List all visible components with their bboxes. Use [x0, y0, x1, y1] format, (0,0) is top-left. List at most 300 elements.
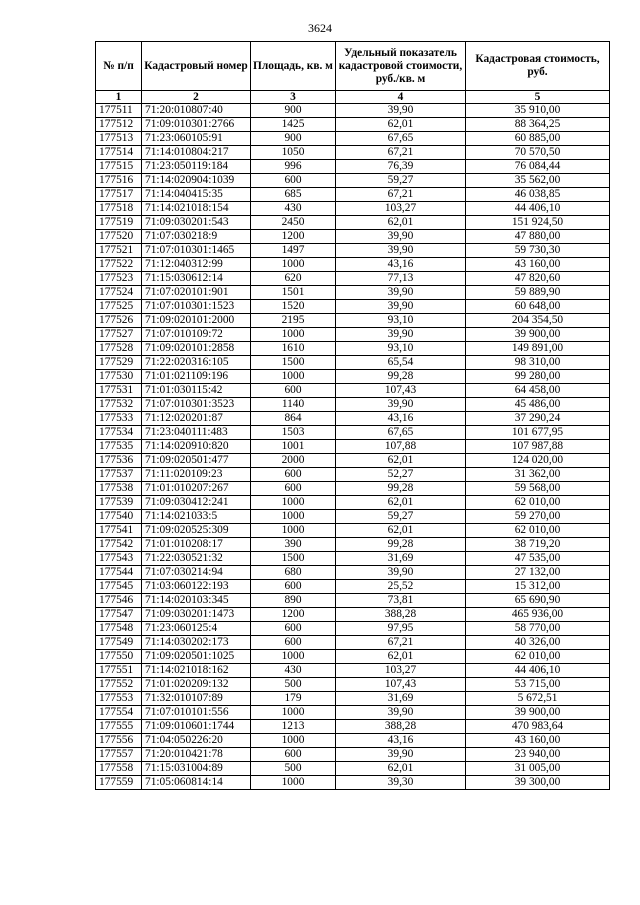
cadastral-number-cell: 71:09:030201:543	[142, 216, 251, 230]
unit-value-cell: 93,10	[336, 314, 466, 328]
area-cell: 900	[251, 132, 336, 146]
cadastral-number-cell: 71:23:050119:184	[142, 160, 251, 174]
table-row	[96, 426, 610, 440]
cadastral-number-cell: 71:05:060814:14	[142, 776, 251, 790]
area-cell: 600	[251, 468, 336, 482]
cadastral-number-cell: 71:09:010601:1744	[142, 720, 251, 734]
cadastral-number-cell: 71:22:030521:32	[142, 552, 251, 566]
unit-value-cell: 39,90	[336, 230, 466, 244]
unit-value-cell: 62,01	[336, 762, 466, 776]
unit-value-cell: 67,21	[336, 146, 466, 160]
unit-value-cell: 39,90	[336, 748, 466, 762]
cadastral-number-cell: 71:09:020101:2858	[142, 342, 251, 356]
unit-value-cell: 52,27	[336, 468, 466, 482]
cadastral-number-cell: 71:14:021018:162	[142, 664, 251, 678]
area-cell: 890	[251, 594, 336, 608]
unit-value-cell: 107,88	[336, 440, 466, 454]
area-cell: 2195	[251, 314, 336, 328]
cadastral-value-cell: 58 770,00	[466, 622, 610, 636]
area-cell: 1000	[251, 706, 336, 720]
cadastral-number-cell: 71:01:030115:42	[142, 384, 251, 398]
area-cell: 430	[251, 664, 336, 678]
table-row	[96, 342, 610, 356]
column-number: 4	[336, 91, 466, 104]
row-number-cell: 177554	[96, 706, 142, 720]
cadastral-number-cell: 71:07:020101:901	[142, 286, 251, 300]
area-cell: 1213	[251, 720, 336, 734]
cadastral-number-cell: 71:01:010207:267	[142, 482, 251, 496]
table-row	[96, 706, 610, 720]
table-row	[96, 216, 610, 230]
cadastral-number-cell: 71:15:030612:14	[142, 272, 251, 286]
row-number-cell: 177547	[96, 608, 142, 622]
area-cell: 600	[251, 748, 336, 762]
row-number-cell: 177546	[96, 594, 142, 608]
area-cell: 500	[251, 678, 336, 692]
row-number-cell: 177516	[96, 174, 142, 188]
unit-value-cell: 39,90	[336, 398, 466, 412]
area-cell: 2000	[251, 454, 336, 468]
cadastral-number-cell: 71:20:010421:78	[142, 748, 251, 762]
row-number-cell: 177535	[96, 440, 142, 454]
row-number-cell: 177518	[96, 202, 142, 216]
row-number-cell: 177527	[96, 328, 142, 342]
cadastral-number-cell: 71:09:020501:477	[142, 454, 251, 468]
table-row	[96, 118, 610, 132]
table-row	[96, 734, 610, 748]
area-cell: 1000	[251, 510, 336, 524]
row-number-cell: 177553	[96, 692, 142, 706]
table-row	[96, 202, 610, 216]
row-number-cell: 177543	[96, 552, 142, 566]
row-number-cell: 177549	[96, 636, 142, 650]
table-row	[96, 664, 610, 678]
row-number-cell: 177511	[96, 104, 142, 118]
cadastral-value-cell: 149 891,00	[466, 342, 610, 356]
table-row	[96, 384, 610, 398]
cadastral-value-cell: 62 010,00	[466, 524, 610, 538]
unit-value-cell: 67,65	[336, 132, 466, 146]
column-number: 2	[142, 91, 251, 104]
area-cell: 1200	[251, 230, 336, 244]
cadastral-value-cell: 62 010,00	[466, 496, 610, 510]
unit-value-cell: 31,69	[336, 692, 466, 706]
header-cadastral-number: Кадастровый номер	[142, 42, 251, 91]
unit-value-cell: 99,28	[336, 482, 466, 496]
cadastral-value-cell: 60 648,00	[466, 300, 610, 314]
area-cell: 600	[251, 174, 336, 188]
area-cell: 1610	[251, 342, 336, 356]
area-cell: 864	[251, 412, 336, 426]
table-row	[96, 636, 610, 650]
unit-value-cell: 43,16	[336, 258, 466, 272]
cadastral-value-cell: 465 936,00	[466, 608, 610, 622]
unit-value-cell: 59,27	[336, 510, 466, 524]
cadastral-number-cell: 71:01:021109:196	[142, 370, 251, 384]
unit-value-cell: 103,27	[336, 664, 466, 678]
cadastral-value-cell: 62 010,00	[466, 650, 610, 664]
area-cell: 1497	[251, 244, 336, 258]
unit-value-cell: 62,01	[336, 454, 466, 468]
row-number-cell: 177533	[96, 412, 142, 426]
cadastral-number-cell: 71:09:020101:2000	[142, 314, 251, 328]
table-row	[96, 300, 610, 314]
cadastral-number-cell: 71:09:020501:1025	[142, 650, 251, 664]
table-row	[96, 482, 610, 496]
cadastral-value-cell: 59 730,30	[466, 244, 610, 258]
row-number-cell: 177539	[96, 496, 142, 510]
area-cell: 1000	[251, 496, 336, 510]
table-row	[96, 286, 610, 300]
cadastral-number-cell: 71:09:010301:2766	[142, 118, 251, 132]
area-cell: 1000	[251, 650, 336, 664]
row-number-cell: 177529	[96, 356, 142, 370]
table-row	[96, 412, 610, 426]
table-row	[96, 594, 610, 608]
cadastral-number-cell: 71:14:010804:217	[142, 146, 251, 160]
area-cell: 1501	[251, 286, 336, 300]
table-row	[96, 524, 610, 538]
row-number-cell: 177545	[96, 580, 142, 594]
cadastral-value-cell: 124 020,00	[466, 454, 610, 468]
header-row-number: № п/п	[96, 42, 142, 91]
cadastral-number-cell: 71:14:030202:173	[142, 636, 251, 650]
row-number-cell: 177526	[96, 314, 142, 328]
row-number-cell: 177552	[96, 678, 142, 692]
cadastral-value-cell: 44 406,10	[466, 664, 610, 678]
cadastral-value-cell: 40 326,00	[466, 636, 610, 650]
unit-value-cell: 62,01	[336, 118, 466, 132]
table-row	[96, 188, 610, 202]
unit-value-cell: 73,81	[336, 594, 466, 608]
row-number-cell: 177534	[96, 426, 142, 440]
table-row	[96, 538, 610, 552]
cadastral-number-cell: 71:14:021018:154	[142, 202, 251, 216]
cadastral-value-cell: 47 820,60	[466, 272, 610, 286]
row-number-cell: 177530	[96, 370, 142, 384]
row-number-cell: 177523	[96, 272, 142, 286]
unit-value-cell: 43,16	[336, 734, 466, 748]
unit-value-cell: 39,30	[336, 776, 466, 790]
unit-value-cell: 59,27	[336, 174, 466, 188]
row-number-cell: 177556	[96, 734, 142, 748]
area-cell: 1500	[251, 552, 336, 566]
table-row	[96, 132, 610, 146]
area-cell: 1000	[251, 370, 336, 384]
table-row	[96, 720, 610, 734]
cadastral-value-cell: 31 005,00	[466, 762, 610, 776]
table-row	[96, 356, 610, 370]
table-row	[96, 776, 610, 790]
area-cell: 1000	[251, 328, 336, 342]
cadastral-value-cell: 39 900,00	[466, 328, 610, 342]
cadastral-number-cell: 71:32:010107:89	[142, 692, 251, 706]
area-cell: 1001	[251, 440, 336, 454]
row-number-cell: 177528	[96, 342, 142, 356]
area-cell: 500	[251, 762, 336, 776]
cadastral-number-cell: 71:23:060105:91	[142, 132, 251, 146]
table-column-numbers-row	[96, 91, 610, 104]
table-row	[96, 692, 610, 706]
table-row	[96, 314, 610, 328]
row-number-cell: 177515	[96, 160, 142, 174]
area-cell: 1520	[251, 300, 336, 314]
unit-value-cell: 107,43	[336, 678, 466, 692]
cadastral-number-cell: 71:15:031004:89	[142, 762, 251, 776]
unit-value-cell: 107,43	[336, 384, 466, 398]
cadastral-number-cell: 71:12:040312:99	[142, 258, 251, 272]
area-cell: 600	[251, 384, 336, 398]
unit-value-cell: 43,16	[336, 412, 466, 426]
cadastral-value-cell: 99 280,00	[466, 370, 610, 384]
table-row	[96, 468, 610, 482]
cadastral-number-cell: 71:09:030201:1473	[142, 608, 251, 622]
unit-value-cell: 97,95	[336, 622, 466, 636]
cadastral-number-cell: 71:20:010807:40	[142, 104, 251, 118]
cadastral-number-cell: 71:23:040111:483	[142, 426, 251, 440]
cadastral-number-cell: 71:07:010301:1523	[142, 300, 251, 314]
table-row	[96, 258, 610, 272]
row-number-cell: 177519	[96, 216, 142, 230]
unit-value-cell: 25,52	[336, 580, 466, 594]
unit-value-cell: 77,13	[336, 272, 466, 286]
area-cell: 1140	[251, 398, 336, 412]
cadastral-value-cell: 101 677,95	[466, 426, 610, 440]
table-row	[96, 174, 610, 188]
row-number-cell: 177517	[96, 188, 142, 202]
cadastral-value-cell: 45 486,00	[466, 398, 610, 412]
cadastral-number-cell: 71:07:030214:94	[142, 566, 251, 580]
unit-value-cell: 76,39	[336, 160, 466, 174]
cadastral-number-cell: 71:23:060125:4	[142, 622, 251, 636]
table-row	[96, 398, 610, 412]
row-number-cell: 177541	[96, 524, 142, 538]
row-number-cell: 177512	[96, 118, 142, 132]
cadastral-value-cell: 59 568,00	[466, 482, 610, 496]
cadastral-number-cell: 71:14:020910:820	[142, 440, 251, 454]
cadastral-number-cell: 71:11:020109:23	[142, 468, 251, 482]
cadastral-number-cell: 71:14:040415:35	[142, 188, 251, 202]
header-cadastral-value: Кадастровая стоимость, руб.	[466, 42, 610, 91]
cadastral-value-cell: 65 690,90	[466, 594, 610, 608]
cadastral-value-cell: 60 885,00	[466, 132, 610, 146]
cadastral-value-cell: 23 940,00	[466, 748, 610, 762]
row-number-cell: 177544	[96, 566, 142, 580]
row-number-cell: 177540	[96, 510, 142, 524]
unit-value-cell: 62,01	[336, 216, 466, 230]
area-cell: 600	[251, 636, 336, 650]
cadastral-value-cell: 44 406,10	[466, 202, 610, 216]
row-number-cell: 177537	[96, 468, 142, 482]
row-number-cell: 177538	[96, 482, 142, 496]
area-cell: 1200	[251, 608, 336, 622]
row-number-cell: 177551	[96, 664, 142, 678]
table-row	[96, 608, 610, 622]
unit-value-cell: 99,28	[336, 538, 466, 552]
row-number-cell: 177524	[96, 286, 142, 300]
unit-value-cell: 67,65	[336, 426, 466, 440]
cadastral-value-cell: 5 672,51	[466, 692, 610, 706]
cadastral-number-cell: 71:22:020316:105	[142, 356, 251, 370]
cadastral-value-cell: 107 987,88	[466, 440, 610, 454]
row-number-cell: 177513	[96, 132, 142, 146]
cadastral-value-cell: 53 715,00	[466, 678, 610, 692]
cadastral-number-cell: 71:09:020525:309	[142, 524, 251, 538]
area-cell: 1500	[251, 356, 336, 370]
area-cell: 179	[251, 692, 336, 706]
cadastral-value-cell: 70 570,50	[466, 146, 610, 160]
table-row	[96, 454, 610, 468]
table-row	[96, 678, 610, 692]
row-number-cell: 177559	[96, 776, 142, 790]
cadastral-value-cell: 47 880,00	[466, 230, 610, 244]
header-unit-value: Удельный показатель кадастровой стоимости, руб./кв. м	[336, 42, 466, 91]
cadastral-number-cell: 71:07:010301:1465	[142, 244, 251, 258]
table-row	[96, 650, 610, 664]
row-number-cell: 177525	[96, 300, 142, 314]
area-cell: 1000	[251, 776, 336, 790]
header-area: Площадь, кв. м	[251, 42, 336, 91]
cadastral-number-cell: 71:03:060122:193	[142, 580, 251, 594]
table-row	[96, 370, 610, 384]
area-cell: 430	[251, 202, 336, 216]
cadastral-number-cell: 71:01:010208:17	[142, 538, 251, 552]
cadastral-value-cell: 37 290,24	[466, 412, 610, 426]
cadastral-value-cell: 76 084,44	[466, 160, 610, 174]
table-row	[96, 272, 610, 286]
unit-value-cell: 388,28	[336, 720, 466, 734]
cadastral-number-cell: 71:07:030218:9	[142, 230, 251, 244]
row-number-cell: 177536	[96, 454, 142, 468]
cadastral-value-cell: 470 983,64	[466, 720, 610, 734]
table-body	[96, 104, 610, 790]
table-row	[96, 328, 610, 342]
row-number-cell: 177557	[96, 748, 142, 762]
table-row	[96, 748, 610, 762]
cadastral-value-cell: 27 132,00	[466, 566, 610, 580]
cadastral-value-cell: 35 562,00	[466, 174, 610, 188]
row-number-cell: 177514	[96, 146, 142, 160]
area-cell: 1000	[251, 734, 336, 748]
cadastral-value-cell: 59 889,90	[466, 286, 610, 300]
row-number-cell: 177521	[96, 244, 142, 258]
cadastral-number-cell: 71:14:020103:345	[142, 594, 251, 608]
row-number-cell: 177520	[96, 230, 142, 244]
unit-value-cell: 39,90	[336, 244, 466, 258]
unit-value-cell: 65,54	[336, 356, 466, 370]
table-row	[96, 104, 610, 118]
unit-value-cell: 31,69	[336, 552, 466, 566]
cadastral-value-cell: 47 535,00	[466, 552, 610, 566]
cadastral-number-cell: 71:04:050226:20	[142, 734, 251, 748]
unit-value-cell: 39,90	[336, 706, 466, 720]
unit-value-cell: 388,28	[336, 608, 466, 622]
unit-value-cell: 93,10	[336, 342, 466, 356]
table-row	[96, 440, 610, 454]
cadastral-value-cell: 64 458,00	[466, 384, 610, 398]
cadastral-value-cell: 98 310,00	[466, 356, 610, 370]
table-row	[96, 496, 610, 510]
unit-value-cell: 62,01	[336, 524, 466, 538]
cadastral-value-cell: 15 312,00	[466, 580, 610, 594]
area-cell: 600	[251, 482, 336, 496]
row-number-cell: 177548	[96, 622, 142, 636]
area-cell: 600	[251, 622, 336, 636]
area-cell: 390	[251, 538, 336, 552]
area-cell: 1000	[251, 524, 336, 538]
table-row	[96, 580, 610, 594]
table-row	[96, 762, 610, 776]
cadastral-number-cell: 71:07:010109:72	[142, 328, 251, 342]
row-number-cell: 177531	[96, 384, 142, 398]
table-header-row	[96, 42, 610, 91]
area-cell: 685	[251, 188, 336, 202]
table-row	[96, 160, 610, 174]
column-number: 1	[96, 91, 142, 104]
table-row	[96, 566, 610, 580]
cadastral-value-cell: 151 924,50	[466, 216, 610, 230]
cadastral-value-table	[95, 41, 610, 790]
unit-value-cell: 39,90	[336, 566, 466, 580]
area-cell: 1425	[251, 118, 336, 132]
unit-value-cell: 62,01	[336, 650, 466, 664]
unit-value-cell: 39,90	[336, 286, 466, 300]
column-number: 3	[251, 91, 336, 104]
table-row	[96, 244, 610, 258]
cadastral-value-cell: 88 364,25	[466, 118, 610, 132]
area-cell: 1503	[251, 426, 336, 440]
table-row	[96, 146, 610, 160]
cadastral-value-cell: 39 300,00	[466, 776, 610, 790]
cadastral-number-cell: 71:01:020209:132	[142, 678, 251, 692]
cadastral-number-cell: 71:12:020201:87	[142, 412, 251, 426]
area-cell: 620	[251, 272, 336, 286]
row-number-cell: 177542	[96, 538, 142, 552]
cadastral-number-cell: 71:14:021033:5	[142, 510, 251, 524]
cadastral-number-cell: 71:09:030412:241	[142, 496, 251, 510]
table-row	[96, 552, 610, 566]
cadastral-number-cell: 71:07:010301:3523	[142, 398, 251, 412]
area-cell: 600	[251, 580, 336, 594]
unit-value-cell: 67,21	[336, 636, 466, 650]
row-number-cell: 177532	[96, 398, 142, 412]
cadastral-value-cell: 59 270,00	[466, 510, 610, 524]
area-cell: 2450	[251, 216, 336, 230]
table-row	[96, 622, 610, 636]
row-number-cell: 177550	[96, 650, 142, 664]
area-cell: 1050	[251, 146, 336, 160]
row-number-cell: 177558	[96, 762, 142, 776]
cadastral-value-cell: 204 354,50	[466, 314, 610, 328]
cadastral-number-cell: 71:07:010101:556	[142, 706, 251, 720]
page-number: 3624	[308, 21, 332, 35]
unit-value-cell: 39,90	[336, 104, 466, 118]
cadastral-value-cell: 35 910,00	[466, 104, 610, 118]
row-number-cell: 177555	[96, 720, 142, 734]
row-number-cell: 177522	[96, 258, 142, 272]
unit-value-cell: 62,01	[336, 496, 466, 510]
unit-value-cell: 67,21	[336, 188, 466, 202]
area-cell: 900	[251, 104, 336, 118]
cadastral-number-cell: 71:14:020904:1039	[142, 174, 251, 188]
unit-value-cell: 39,90	[336, 300, 466, 314]
unit-value-cell: 39,90	[336, 328, 466, 342]
cadastral-value-cell: 38 719,20	[466, 538, 610, 552]
unit-value-cell: 99,28	[336, 370, 466, 384]
column-number: 5	[466, 91, 610, 104]
table-row	[96, 510, 610, 524]
cadastral-value-cell: 43 160,00	[466, 258, 610, 272]
